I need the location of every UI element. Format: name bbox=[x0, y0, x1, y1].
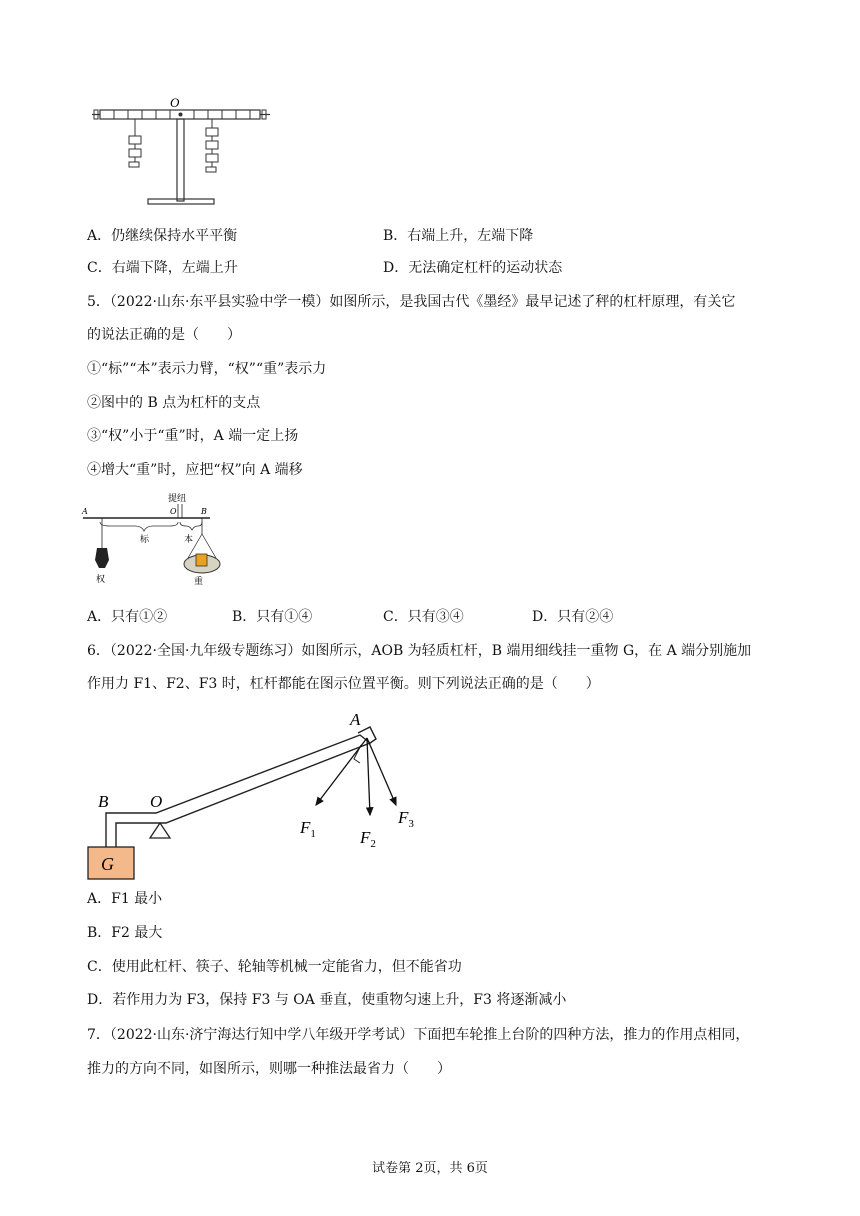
lever-aob-figure bbox=[80, 705, 440, 880]
svg-text:F3 bbox=[397, 808, 414, 830]
label-ben: 本 bbox=[184, 535, 194, 545]
label-zhong: 重 bbox=[194, 577, 204, 587]
label-b: B bbox=[98, 792, 109, 811]
q7-stem-line2: 推力的方向不同，如图所示，则哪一种推法最省力（ ） bbox=[87, 1061, 451, 1077]
q5-item-3: ③“权”小于“重”时，A 端一定上扬 bbox=[87, 428, 299, 444]
label-a: A bbox=[82, 507, 88, 516]
q6-stem-line1: 6．（2022·全国·九年级专题练习）如图所示，AOB 为轻质杠杆，B 端用细线挂一重物 G，在 A 端分别施加 bbox=[87, 643, 752, 659]
label-f2: F bbox=[360, 828, 371, 847]
q5-stem-line1: 5．（2022·山东·东平县实验中学一模）如图所示，是我国古代《墨经》最早记述了秤的杠杆原理，有关它 bbox=[87, 294, 736, 310]
q4-option-a[interactable]: A．仍继续保持水平平衡 bbox=[87, 228, 238, 244]
sub-1: 1 bbox=[310, 828, 316, 840]
label-tiniu: 提纽 bbox=[168, 494, 187, 504]
q5-option-d[interactable]: D．只有②④ bbox=[532, 609, 614, 625]
label-b: B bbox=[201, 507, 207, 516]
q6-option-a[interactable]: A．F1 最小 bbox=[87, 891, 163, 907]
label-g: G bbox=[101, 854, 114, 874]
q5-option-c[interactable]: C．只有③④ bbox=[383, 609, 464, 625]
q5-item-4: ④增大“重”时，应把“权”向 A 端移 bbox=[87, 462, 303, 478]
q4-option-c[interactable]: C．右端下降，左端上升 bbox=[87, 260, 238, 276]
svg-text:F2 bbox=[359, 828, 376, 850]
sub-2: 2 bbox=[370, 838, 376, 850]
q6-option-b[interactable]: B．F2 最大 bbox=[87, 925, 163, 941]
svg-text:F1 bbox=[299, 818, 316, 840]
sub-3: 3 bbox=[408, 818, 414, 830]
pivot-label: O bbox=[170, 95, 180, 110]
page-footer: 试卷第 2页，共 6页 bbox=[372, 1161, 488, 1176]
q5-option-b[interactable]: B．只有①④ bbox=[232, 609, 313, 625]
q4-option-d[interactable]: D．无法确定杠杆的运动状态 bbox=[383, 260, 563, 276]
lever-balance-figure bbox=[90, 96, 280, 211]
label-a: A bbox=[350, 710, 361, 729]
q6-option-c[interactable]: C．使用此杠杆、筷子、轮轴等机械一定能省力，但不能省功 bbox=[87, 959, 462, 975]
q4-option-b[interactable]: B．右端上升，左端下降 bbox=[383, 228, 534, 244]
label-quan: 权 bbox=[96, 575, 106, 585]
label-f1: F bbox=[300, 818, 311, 837]
label-f3: F bbox=[398, 808, 409, 827]
label-o: O bbox=[150, 792, 163, 811]
q5-option-a[interactable]: A．只有①② bbox=[87, 609, 168, 625]
q5-item-2: ②图中的 B 点为杠杆的支点 bbox=[87, 395, 261, 411]
label-o: O bbox=[170, 507, 177, 516]
steelyard-figure bbox=[80, 490, 230, 585]
q7-stem-line1: 7．（2022·山东·济宁海达行知中学八年级开学考试）下面把车轮推上台阶的四种方法，推力的作用点相同， bbox=[87, 1027, 750, 1043]
q5-stem-line2: 的说法正确的是（ ） bbox=[87, 327, 241, 343]
q5-item-1: ①“标”“本”表示力臂，“权”“重”表示力 bbox=[87, 361, 327, 377]
q6-option-d[interactable]: D．若作用力为 F3，保持 F3 与 OA 垂直，使重物匀速上升，F3 将逐渐减小 bbox=[87, 992, 567, 1008]
q6-stem-line2: 作用力 F1、F2、F3 时，杠杆都能在图示位置平衡。则下列说法正确的是（ ） bbox=[87, 676, 600, 692]
label-biao: 标 bbox=[140, 535, 150, 545]
